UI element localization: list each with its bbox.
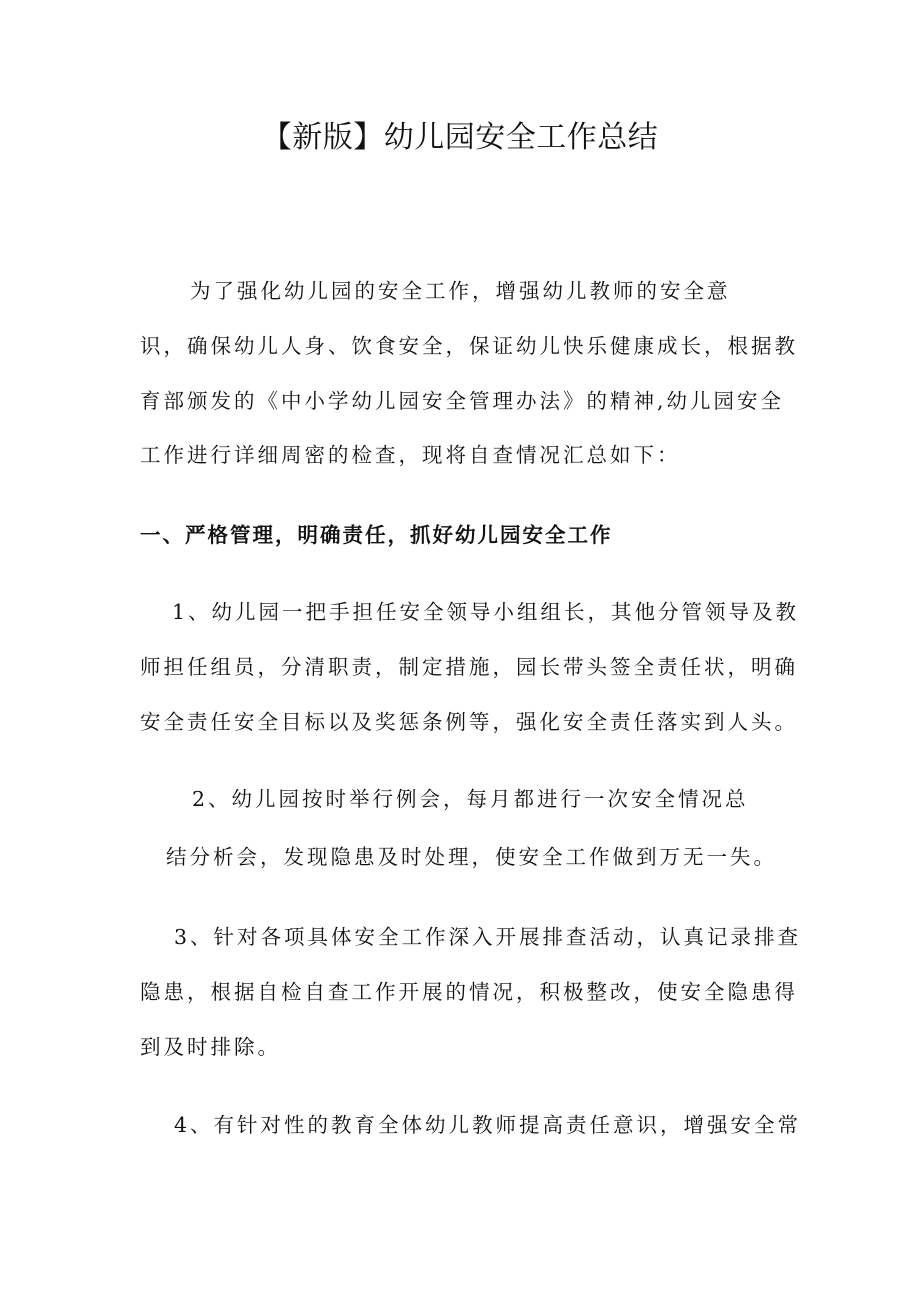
section-1-heading: 一、严格管理，明确责任，抓好幼儿园安全工作	[140, 523, 613, 547]
item-2-line-1: 2、幼儿园按时举行例会，每月都进行一次安全情况总	[192, 787, 749, 811]
intro-line-1: 为了强化幼儿园的安全工作，增强幼儿教师的安全意	[190, 279, 731, 303]
item-3-line-3: 到及时排除。	[140, 1035, 281, 1059]
item-3-line-2: 隐患，根据自检自查工作开展的情况，积极整改，使安全隐患得	[140, 980, 798, 1004]
item-1-line-1: 1、幼儿园一把手担任安全领导小组组长，其他分管领导及教	[172, 600, 800, 624]
item-4-line-1: 4、有针对性的教育全体幼儿教师提高责任意识，增强安全常	[174, 1113, 802, 1137]
item-2-line-2: 结分析会，发现隐患及时处理，使安全工作做到万无一失。	[166, 845, 777, 869]
item-1-line-3: 安全责任安全目标以及奖惩条例等，强化安全责任落实到人头。	[140, 710, 798, 734]
item-3-line-1: 3、针对各项具体安全工作深入开展排查活动，认真记录排查	[174, 925, 802, 949]
document-title: 【新版】幼儿园安全工作总结	[261, 120, 659, 155]
intro-line-4: 工作进行详细周密的检查，现将自查情况汇总如下：	[140, 443, 681, 467]
intro-line-3: 育部颁发的《中小学幼儿园安全管理办法》的精神,幼儿园安全	[140, 389, 785, 413]
item-1-line-2: 师担任组员，分清职责，制定措施，园长带头签全责任状，明确	[140, 655, 798, 679]
intro-line-2: 识，确保幼儿人身、饮食安全，保证幼儿快乐健康成长，根据教	[140, 334, 798, 358]
